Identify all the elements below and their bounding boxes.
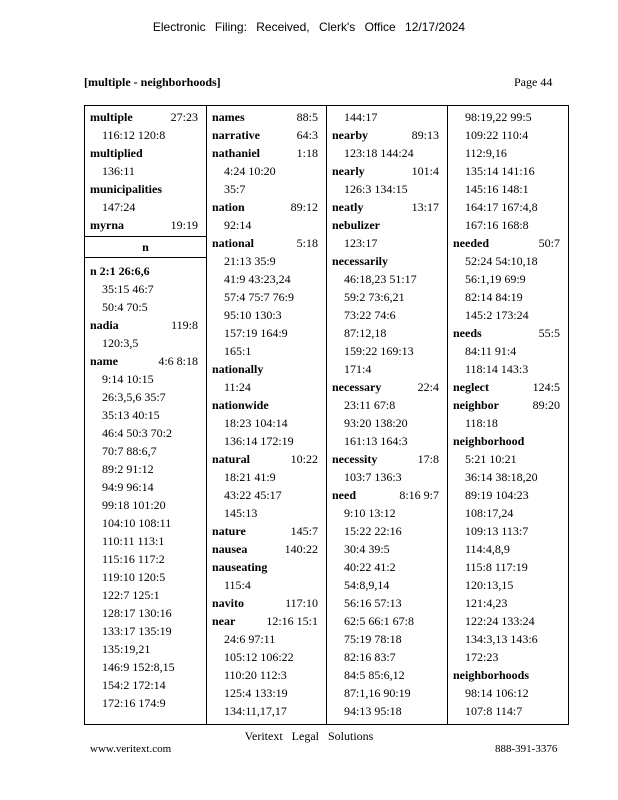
citation-line: 123:18 144:24 xyxy=(344,146,414,160)
citation-line: 23:11 67:8 xyxy=(344,398,396,412)
index-citation: 64:3 xyxy=(296,128,318,142)
citation-line: 94:9 96:14 xyxy=(102,480,154,494)
citation-line: 54:8,9,14 xyxy=(344,578,390,592)
index-term: needs xyxy=(453,326,482,340)
index-citation: 8:16 9:7 xyxy=(399,488,439,502)
citation-line: 26:3,5,6 35:7 xyxy=(102,390,166,404)
index-entry xyxy=(207,540,326,558)
index-term: nathaniel xyxy=(212,146,261,160)
index-term: nature xyxy=(212,524,246,538)
index-column-3 xyxy=(327,106,448,724)
footer-phone: 888-391-3376 xyxy=(495,743,558,755)
citation-line: 73:22 74:6 xyxy=(344,308,396,322)
citation-line: 41:9 43:23,24 xyxy=(224,272,291,286)
index-citation: 140:22 xyxy=(284,542,318,556)
citation-line: 70:7 88:6,7 xyxy=(102,444,157,458)
index-entry xyxy=(448,396,568,414)
citation-line: 84:11 91:4 xyxy=(465,344,517,358)
index-citation: 88:5 xyxy=(296,110,318,124)
citation-line: 105:12 106:22 xyxy=(224,650,294,664)
citation-line: 84:5 85:6,12 xyxy=(344,668,405,682)
citation-line: 56:1,19 69:9 xyxy=(465,272,526,286)
citation-line: 120:3,5 xyxy=(102,336,139,350)
index-entry xyxy=(327,126,447,144)
index-term: necessity xyxy=(332,452,378,466)
index-citation: 119:8 xyxy=(171,318,198,332)
citation-line: 108:17,24 xyxy=(465,506,514,520)
index-entry xyxy=(85,262,206,280)
index-entry xyxy=(85,352,206,370)
index-entry xyxy=(207,198,326,216)
citation-line: 18:21 41:9 xyxy=(224,470,276,484)
citation-line: 82:14 84:19 xyxy=(465,290,523,304)
index-citation: 55:5 xyxy=(538,326,560,340)
index-entry xyxy=(207,234,326,252)
citation-line: 87:1,16 90:19 xyxy=(344,686,411,700)
citation-line: 115:8 117:19 xyxy=(465,560,528,574)
citation-line: 62:5 66:1 67:8 xyxy=(344,614,415,628)
index-entry xyxy=(207,396,326,414)
index-entry xyxy=(207,126,326,144)
footer-company: Veritext Legal Solutions xyxy=(244,729,374,743)
index-term: municipalities xyxy=(90,182,163,196)
index-term: myrna xyxy=(90,218,124,232)
citation-line: 9:14 10:15 xyxy=(102,372,154,386)
index-term: nearly xyxy=(332,164,365,178)
citation-line: 136:11 xyxy=(102,164,135,178)
section-letter: n xyxy=(85,236,206,258)
index-term: name xyxy=(90,354,118,368)
citation-line: 36:14 38:18,20 xyxy=(465,470,538,484)
index-entry xyxy=(207,558,326,576)
citation-line: 172:16 174:9 xyxy=(102,696,166,710)
citation-line: 18:23 104:14 xyxy=(224,416,288,430)
index-column-4 xyxy=(448,106,568,724)
citation-line: 119:10 120:5 xyxy=(102,570,166,584)
citation-line: 165:1 xyxy=(224,344,252,358)
citation-line: 94:13 95:18 xyxy=(344,704,402,718)
index-citation: 50:7 xyxy=(538,236,560,250)
citation-line: 112:9,16 xyxy=(465,146,507,160)
index-term: narrative xyxy=(212,128,260,142)
index-citation: 12:16 15:1 xyxy=(266,614,318,628)
index-term: national xyxy=(212,236,255,250)
index-term: nearby xyxy=(332,128,368,142)
index-term: n 2:1 26:6,6 xyxy=(90,264,150,278)
index-term: natural xyxy=(212,452,251,466)
citation-line: 128:17 130:16 xyxy=(102,606,172,620)
citation-line: 50:4 70:5 xyxy=(102,300,148,314)
index-term: nebulizer xyxy=(332,218,380,232)
index-entry xyxy=(207,108,326,126)
filing-stamp: Electronic Filing: Received, Clerk's Office 12/17/2024 xyxy=(152,20,466,34)
citation-line: 46:4 50:3 70:2 xyxy=(102,426,173,440)
citation-line: 115:4 xyxy=(224,578,251,592)
index-term: names xyxy=(212,110,245,124)
citation-line: 172:23 xyxy=(465,650,499,664)
index-citation: 4:6 8:18 xyxy=(158,354,198,368)
index-entry xyxy=(327,450,447,468)
citation-line: 82:16 83:7 xyxy=(344,650,396,664)
citation-line: 59:2 73:6,21 xyxy=(344,290,405,304)
index-term: neglect xyxy=(453,380,489,394)
citation-line: 107:8 114:7 xyxy=(465,704,523,718)
citation-line: 126:3 134:15 xyxy=(344,182,408,196)
index-entry xyxy=(207,612,326,630)
index-term: navito xyxy=(212,596,245,610)
index-entry xyxy=(448,432,568,450)
index-entry xyxy=(85,180,206,198)
word-index-grid xyxy=(84,105,569,725)
index-term: nadia xyxy=(90,318,119,332)
index-term: neighborhoods xyxy=(453,668,530,682)
citation-line: 125:4 133:19 xyxy=(224,686,288,700)
index-term: nausea xyxy=(212,542,248,556)
citation-line: 40:22 41:2 xyxy=(344,560,396,574)
index-citation: 101:4 xyxy=(411,164,439,178)
citation-line: 35:15 46:7 xyxy=(102,282,154,296)
citation-line: 104:10 108:11 xyxy=(102,516,172,530)
citation-line: 167:16 168:8 xyxy=(465,218,529,232)
citation-line: 120:13,15 xyxy=(465,578,514,592)
citation-line: 147:24 xyxy=(102,200,136,214)
citation-line: 9:10 13:12 xyxy=(344,506,396,520)
index-entry xyxy=(327,216,447,234)
citation-line: 95:10 130:3 xyxy=(224,308,282,322)
citation-line: 109:22 110:4 xyxy=(465,128,529,142)
citation-line: 154:2 172:14 xyxy=(102,678,166,692)
index-citation: 5:18 xyxy=(296,236,318,250)
citation-line: 118:14 143:3 xyxy=(465,362,529,376)
citation-line: 136:14 172:19 xyxy=(224,434,294,448)
index-term: neatly xyxy=(332,200,364,214)
citation-line: 93:20 138:20 xyxy=(344,416,408,430)
citation-line: 57:4 75:7 76:9 xyxy=(224,290,295,304)
citation-line: 118:18 xyxy=(465,416,498,430)
index-column-1 xyxy=(85,106,207,724)
index-entry xyxy=(207,360,326,378)
citation-line: 5:21 10:21 xyxy=(465,452,517,466)
citation-line: 144:17 xyxy=(344,110,378,124)
citation-line: 92:14 xyxy=(224,218,252,232)
index-term: need xyxy=(332,488,356,502)
citation-line: 75:19 78:18 xyxy=(344,632,402,646)
index-term: neighbor xyxy=(453,398,500,412)
index-entry xyxy=(327,486,447,504)
citation-line: 121:4,23 xyxy=(465,596,508,610)
index-term: multiplied xyxy=(90,146,143,160)
index-entry xyxy=(207,594,326,612)
index-entry xyxy=(448,234,568,252)
citation-line: 146:9 152:8,15 xyxy=(102,660,175,674)
index-entry xyxy=(327,198,447,216)
citation-line: 134:11,17,17 xyxy=(224,704,287,718)
index-column-2 xyxy=(207,106,327,724)
citation-line: 110:11 113:1 xyxy=(102,534,165,548)
index-term: needed xyxy=(453,236,489,250)
citation-line: 46:18,23 51:17 xyxy=(344,272,417,286)
index-citation: 89:20 xyxy=(532,398,560,412)
citation-line: 145:13 xyxy=(224,506,258,520)
index-citation: 27:23 xyxy=(170,110,198,124)
index-citation: 13:17 xyxy=(411,200,439,214)
citation-line: 30:4 39:5 xyxy=(344,542,390,556)
citation-line: 115:16 117:2 xyxy=(102,552,165,566)
index-citation: 22:4 xyxy=(417,380,439,394)
index-term: near xyxy=(212,614,236,628)
index-term: neighborhood xyxy=(453,434,525,448)
citation-line: 134:3,13 143:6 xyxy=(465,632,538,646)
citation-line: 103:7 136:3 xyxy=(344,470,402,484)
citation-line: 135:19,21 xyxy=(102,642,151,656)
citation-line: 11:24 xyxy=(224,380,251,394)
page-number: Page 44 xyxy=(514,75,553,89)
citation-line: 21:13 35:9 xyxy=(224,254,276,268)
citation-line: 116:12 120:8 xyxy=(102,128,166,142)
index-citation: 17:8 xyxy=(417,452,439,466)
citation-line: 87:12,18 xyxy=(344,326,387,340)
index-entry xyxy=(327,162,447,180)
index-term: nation xyxy=(212,200,245,214)
citation-line: 52:24 54:10,18 xyxy=(465,254,538,268)
index-citation: 145:7 xyxy=(290,524,318,538)
index-entry xyxy=(327,378,447,396)
index-entry xyxy=(207,144,326,162)
index-entry xyxy=(85,144,206,162)
citation-line: 145:16 148:1 xyxy=(465,182,529,196)
index-term: multiple xyxy=(90,110,133,124)
index-term: nationally xyxy=(212,362,264,376)
citation-line: 98:14 106:12 xyxy=(465,686,529,700)
index-citation: 89:13 xyxy=(411,128,439,142)
index-entry xyxy=(207,522,326,540)
citation-line: 15:22 22:16 xyxy=(344,524,402,538)
index-entry xyxy=(85,216,206,234)
citation-line: 4:24 10:20 xyxy=(224,164,276,178)
index-citation: 1:18 xyxy=(296,146,318,160)
index-entry xyxy=(327,252,447,270)
citation-line: 43:22 45:17 xyxy=(224,488,282,502)
index-entry xyxy=(448,324,568,342)
citation-line: 123:17 xyxy=(344,236,378,250)
citation-line: 133:17 135:19 xyxy=(102,624,172,638)
index-entry xyxy=(207,450,326,468)
citation-line: 159:22 169:13 xyxy=(344,344,414,358)
index-term: necessarily xyxy=(332,254,388,268)
citation-line: 114:4,8,9 xyxy=(465,542,510,556)
index-range: [multiple - neighborhoods] xyxy=(84,75,221,89)
index-entry xyxy=(448,666,568,684)
citation-line: 98:19,22 99:5 xyxy=(465,110,532,124)
citation-line: 110:20 112:3 xyxy=(224,668,287,682)
index-citation: 117:10 xyxy=(285,596,318,610)
citation-line: 164:17 167:4,8 xyxy=(465,200,538,214)
citation-line: 122:24 133:24 xyxy=(465,614,535,628)
index-entry xyxy=(85,316,206,334)
citation-line: 135:14 141:16 xyxy=(465,164,535,178)
citation-line: 171:4 xyxy=(344,362,372,376)
index-citation: 19:19 xyxy=(170,218,198,232)
index-entry xyxy=(85,108,206,126)
citation-line: 161:13 164:3 xyxy=(344,434,408,448)
citation-line: 99:18 101:20 xyxy=(102,498,166,512)
index-term: necessary xyxy=(332,380,382,394)
citation-line: 35:7 xyxy=(224,182,246,196)
index-citation: 10:22 xyxy=(290,452,318,466)
footer-website: www.veritext.com xyxy=(90,743,172,755)
index-entry xyxy=(448,378,568,396)
citation-line: 145:2 173:24 xyxy=(465,308,529,322)
index-citation: 124:5 xyxy=(532,380,560,394)
index-citation: 89:12 xyxy=(290,200,318,214)
citation-line: 89:2 91:12 xyxy=(102,462,154,476)
citation-line: 35:13 40:15 xyxy=(102,408,160,422)
citation-line: 89:19 104:23 xyxy=(465,488,529,502)
citation-line: 157:19 164:9 xyxy=(224,326,288,340)
index-term: nationwide xyxy=(212,398,269,412)
index-term: nauseating xyxy=(212,560,268,574)
citation-line: 56:16 57:13 xyxy=(344,596,402,610)
citation-line: 122:7 125:1 xyxy=(102,588,160,602)
citation-line: 24:6 97:11 xyxy=(224,632,276,646)
citation-line: 109:13 113:7 xyxy=(465,524,529,538)
